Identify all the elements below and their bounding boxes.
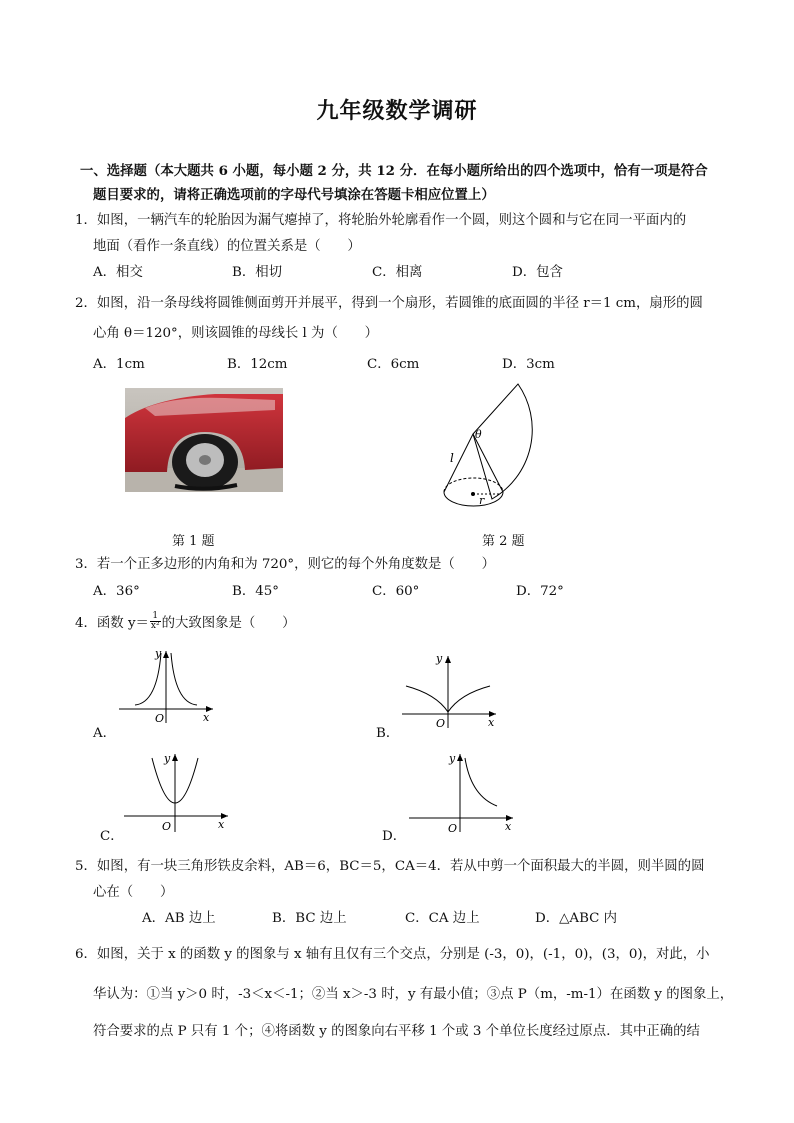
- q1-option-a: A．相交: [93, 265, 143, 280]
- cone-sector-diagram: [430, 380, 560, 515]
- q4-option-a: A．: [93, 726, 117, 741]
- graph-b: [398, 650, 503, 730]
- graph-b-origin: O: [436, 717, 446, 730]
- q4-frac-den: x²: [150, 621, 160, 631]
- q1-stem-line2: 地面（看作一条直线）的位置关系是（ ）: [93, 239, 361, 254]
- q2-caption: 第 2 题: [482, 534, 525, 549]
- q3-stem: 3．若一个正多边形的内角和为 720°，则它的每个外角度数是（ ）: [75, 557, 495, 572]
- graph-d-y-label: y: [449, 752, 456, 765]
- q4-stem-suffix: 的大致图象是（ ）: [161, 616, 296, 631]
- q3-option-c: C．60°: [372, 584, 420, 599]
- q1-option-c: C．相离: [372, 265, 423, 280]
- graph-d-x-label: x: [505, 820, 512, 833]
- graph-a-origin: O: [155, 712, 165, 725]
- q3-option-a: A．36°: [93, 584, 140, 599]
- graph-a: [115, 645, 220, 725]
- slant-l-label: l: [450, 451, 454, 465]
- q1-stem-line1: 1．如图，一辆汽车的轮胎因为漏气瘪掉了，将轮胎外轮廓看作一个圆，则这个圆和与它在同一平面内的: [75, 213, 687, 228]
- q6-stem-line1: 6．如图，关于 x 的函数 y 的图象与 x 轴有且仅有三个交点，分别是 (-3，0)，(-1，0)，(3，0)，对此，小: [75, 947, 710, 962]
- q5-option-b: B．BC 边上: [272, 911, 347, 926]
- q5-option-c: C．CA 边上: [405, 911, 480, 926]
- q2-option-a: A．1cm: [93, 357, 145, 372]
- q6-stem-line3: 符合要求的点 P 只有 1 个；④将函数 y 的图象向右平移 1 个或 3 个单位长度经过原点．其中正确的结: [93, 1024, 700, 1039]
- q4-option-c: C．: [100, 829, 124, 844]
- graph-d-origin: O: [448, 822, 458, 835]
- graph-b-y-label: y: [436, 652, 443, 665]
- graph-c-origin: O: [162, 820, 172, 833]
- q4-frac-num: 1: [152, 611, 159, 621]
- q5-option-d: D．△ABC 内: [535, 911, 618, 926]
- q5-option-a: A．AB 边上: [142, 911, 216, 926]
- q4-option-b: B．: [376, 726, 400, 741]
- q2-option-c: C．6cm: [367, 357, 420, 372]
- q4-stem: [75, 612, 296, 631]
- page-title: 九年级数学调研: [316, 98, 478, 124]
- section-header-line2: 题目要求的，请将正确选项前的字母代号填涂在答题卡相应位置上）: [93, 187, 495, 203]
- car-tire-photo: [125, 388, 283, 492]
- graph-b-x-label: x: [488, 716, 495, 729]
- q2-option-b: B．12cm: [227, 357, 288, 372]
- section-header-line1: 一、选择题（本大题共 6 小题，每小题 2 分，共 12 分．在每小题所给出的四个选项中，恰有一项是符合: [80, 163, 708, 179]
- q1-caption: 第 1 题: [172, 534, 215, 549]
- q3-option-b: B．45°: [232, 584, 279, 599]
- radius-r-label: r: [479, 494, 485, 507]
- theta-label: θ: [475, 428, 482, 441]
- q3-option-d: D．72°: [516, 584, 564, 599]
- q4-fraction: [150, 612, 161, 631]
- graph-c: [120, 748, 235, 836]
- q2-option-d: D．3cm: [502, 357, 555, 372]
- graph-c-x-label: x: [218, 818, 225, 831]
- q5-stem-line1: 5．如图，有一块三角形铁皮余料，AB＝6，BC＝5，CA＝4．若从中剪一个面积最大的半圆，则半圆的圆: [75, 859, 705, 874]
- q2-stem-line2: 心角 θ＝120°，则该圆锥的母线长 l 为（ ）: [93, 326, 379, 341]
- q1-option-d: D．包含: [512, 265, 563, 280]
- q1-option-b: B．相切: [232, 265, 283, 280]
- q2-stem-line1: 2．如图，沿一条母线将圆锥侧面剪开并展平，得到一个扇形，若圆锥的底面圆的半径 r＝1 cm，扇形的圆: [75, 296, 703, 311]
- q5-stem-line2: 心在（ ）: [93, 885, 174, 900]
- graph-a-y-label: y: [155, 647, 162, 660]
- graph-c-y-label: y: [164, 752, 171, 765]
- graph-a-x-label: x: [203, 711, 210, 724]
- q4-stem-prefix: 4．函数 y＝: [75, 616, 149, 631]
- q6-stem-line2: 华认为：①当 y＞0 时，-3＜x＜-1；②当 x＞-3 时，y 有最小值；③点 P（m，-m-1）在函数 y 的图象上，: [93, 987, 734, 1002]
- q4-option-d: D．: [382, 829, 407, 844]
- graph-d: [405, 748, 520, 836]
